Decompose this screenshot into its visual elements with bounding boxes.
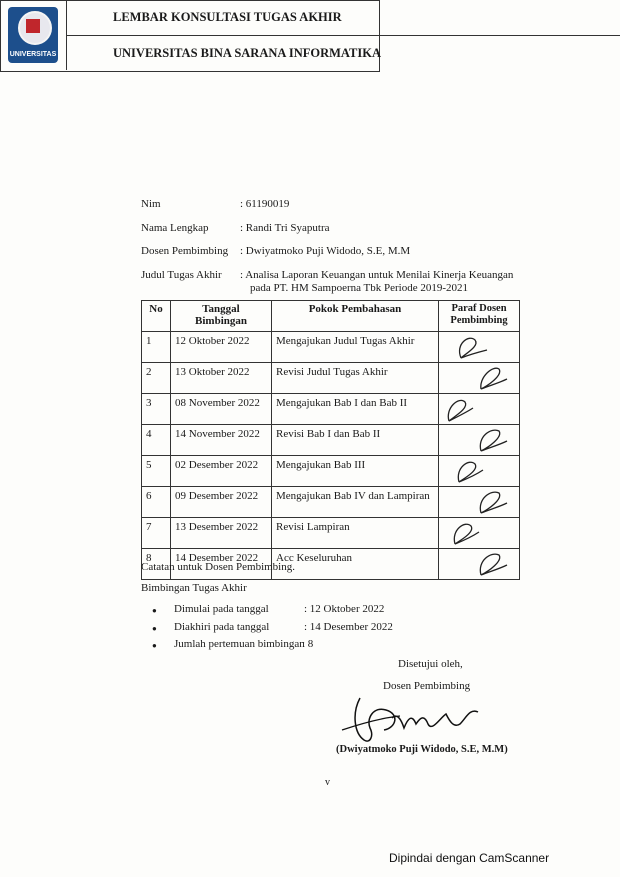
signature-cell xyxy=(439,518,520,549)
col-signature: Paraf Dosen Pembimbing xyxy=(439,301,520,332)
signature-cell xyxy=(439,363,520,394)
bullet-icon: ● xyxy=(152,641,157,650)
row-no: 4 xyxy=(142,425,171,456)
initial-signature xyxy=(469,549,541,577)
row-no: 6 xyxy=(142,487,171,518)
signature-cell xyxy=(439,332,520,363)
approved-by-label: Disetujui oleh, xyxy=(398,658,463,670)
row-no: 7 xyxy=(142,518,171,549)
signature-cell xyxy=(439,425,520,456)
meeting-count-value: : 8 xyxy=(302,638,314,650)
row-date: 14 November 2022 xyxy=(171,425,272,456)
name-label: Nama Lengkap xyxy=(141,222,209,234)
start-date-value: : 12 Oktober 2022 xyxy=(304,603,385,615)
end-date-value: : 14 Desember 2022 xyxy=(304,621,393,633)
advisor-label: Dosen Pembimbing xyxy=(141,245,229,257)
notes-label: Catatan untuk Dosen Pembimbing. xyxy=(141,561,295,573)
table-row xyxy=(142,394,520,425)
row-topic: Acc Keseluruhan xyxy=(272,549,439,580)
table-row xyxy=(142,456,520,487)
thesis-title-value: : Analisa Laporan Keuangan untuk Menilai Kinerja Keuangan xyxy=(240,269,514,281)
initial-signature xyxy=(469,425,541,453)
logo-text: UNIVERSITAS xyxy=(9,51,57,58)
row-no: 3 xyxy=(142,394,171,425)
row-no: 8 xyxy=(142,549,171,580)
form-title: LEMBAR KONSULTASI TUGAS AKHIR xyxy=(67,0,620,36)
initial-signature xyxy=(469,363,541,391)
row-topic: Revisi Judul Tugas Akhir xyxy=(272,363,439,394)
col-date: Tanggal Bimbingan xyxy=(171,301,272,332)
document-header xyxy=(0,0,380,72)
initial-signature xyxy=(439,394,511,422)
initial-signature xyxy=(447,332,519,360)
row-date: 13 Oktober 2022 xyxy=(171,363,272,394)
meeting-count-label: Jumlah pertemuan bimbingan xyxy=(174,638,305,650)
initial-signature xyxy=(447,456,519,484)
table-row xyxy=(142,487,520,518)
table-row xyxy=(142,332,520,363)
small-mark: v xyxy=(325,777,330,788)
name-value: : Randi Tri Syaputra xyxy=(240,222,330,234)
signature-cell xyxy=(439,549,520,580)
signature-cell xyxy=(439,456,520,487)
row-no: 2 xyxy=(142,363,171,394)
nim-label: Nim xyxy=(141,198,161,210)
thesis-title-label: Judul Tugas Akhir xyxy=(141,269,222,281)
table-row xyxy=(142,425,520,456)
row-no: 1 xyxy=(142,332,171,363)
row-topic: Revisi Lampiran xyxy=(272,518,439,549)
col-topic: Pokok Pembahasan xyxy=(272,301,439,332)
row-date: 12 Oktober 2022 xyxy=(171,332,272,363)
table-row xyxy=(142,363,520,394)
advisor-name: (Dwiyatmoko Puji Widodo, S.E, M.M) xyxy=(336,744,508,755)
bullet-icon: ● xyxy=(152,606,157,615)
row-no: 5 xyxy=(142,456,171,487)
initial-signature xyxy=(443,518,515,546)
signature-cell xyxy=(439,394,520,425)
signature-cell xyxy=(439,487,520,518)
row-date: 14 Desember 2022 xyxy=(171,549,272,580)
table-row xyxy=(142,518,520,549)
table-header-row xyxy=(142,301,520,332)
row-topic: Mengajukan Judul Tugas Akhir xyxy=(272,332,439,363)
row-date: 02 Desember 2022 xyxy=(171,456,272,487)
initial-signature xyxy=(469,487,541,515)
bullet-icon: ● xyxy=(152,624,157,633)
col-no: No xyxy=(142,301,171,332)
guidance-label: Bimbingan Tugas Akhir xyxy=(141,582,247,594)
row-date: 13 Desember 2022 xyxy=(171,518,272,549)
nim-value: : 61190019 xyxy=(240,198,290,210)
thesis-title-value-line2: pada PT. HM Sampoerna Tbk Periode 2019-2021 xyxy=(250,282,469,294)
advisor-signature xyxy=(340,688,500,746)
row-topic: Mengajukan Bab IV dan Lampiran xyxy=(272,487,439,518)
university-name: UNIVERSITAS BINA SARANA INFORMATIKA xyxy=(113,46,381,60)
row-date: 09 Desember 2022 xyxy=(171,487,272,518)
row-topic: Mengajukan Bab III xyxy=(272,456,439,487)
approver-role: Dosen Pembimbing xyxy=(383,680,471,692)
start-date-label: Dimulai pada tanggal xyxy=(174,603,269,615)
logo-cell xyxy=(0,0,67,70)
consultation-table xyxy=(141,300,520,580)
university-logo xyxy=(8,7,58,63)
row-topic: Revisi Bab I dan Bab II xyxy=(272,425,439,456)
row-date: 08 November 2022 xyxy=(171,394,272,425)
scanner-watermark: Dipindai dengan CamScanner xyxy=(389,851,550,865)
end-date-label: Diakhiri pada tanggal xyxy=(174,621,270,633)
advisor-value: : Dwiyatmoko Puji Widodo, S.E, M.M xyxy=(240,245,411,257)
row-topic: Mengajukan Bab I dan Bab II xyxy=(272,394,439,425)
